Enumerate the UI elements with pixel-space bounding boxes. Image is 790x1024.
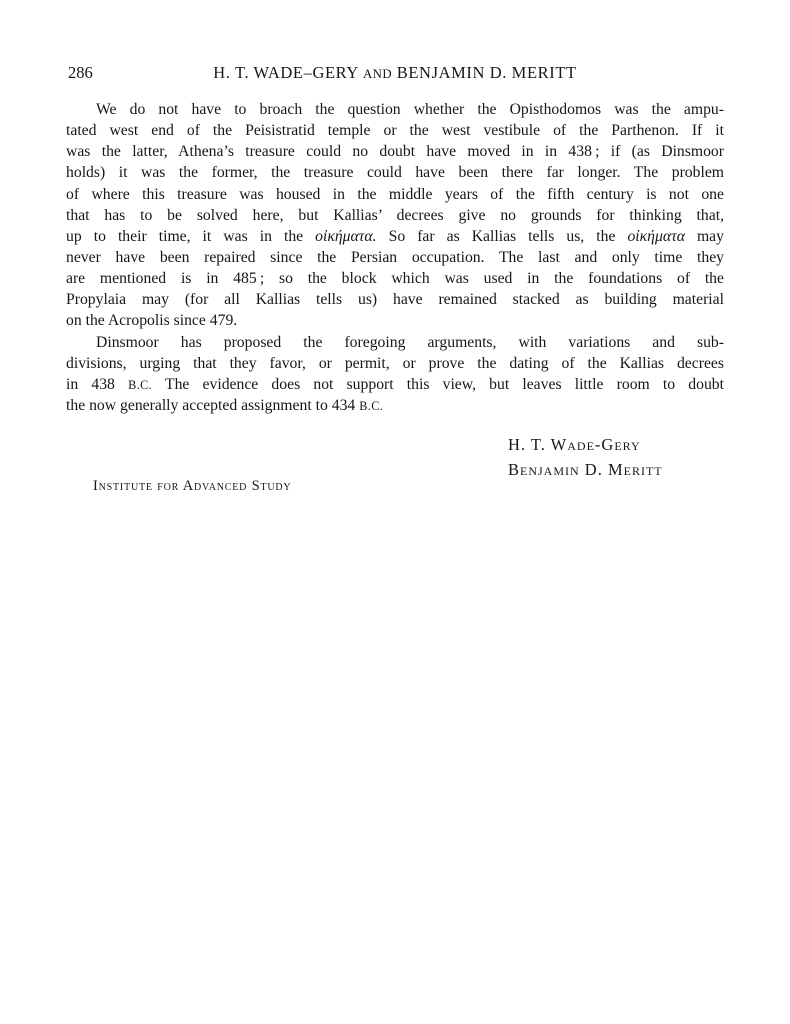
author-name: Benjamin D. Meritt xyxy=(508,460,663,479)
small-caps-text: B.C. xyxy=(128,377,153,392)
text-line xyxy=(66,353,724,374)
text-segment: H. T. WADE–GERY xyxy=(213,63,363,82)
text-segment: never have been repaired since the Persian occupation. The last and only time they xyxy=(66,248,724,266)
text-segment: divisions, urging that they favor, or permit, or prove the dating of the Kallias decrees xyxy=(66,354,724,372)
text-segment: So far as Kallias tells us, the xyxy=(376,227,628,245)
text-segment: We do not have to broach the question whether the Opisthodomos was the ampu- xyxy=(96,101,724,118)
text-line xyxy=(66,374,724,395)
text-line xyxy=(66,184,724,205)
text-segment: The evidence does not support this view, but leaves little room to doubt xyxy=(152,375,724,393)
greek-term: οἰκήματα xyxy=(627,227,685,245)
text-segment: was the latter, Athena’s treasure could no doubt have moved in in 438 ; if (as Dinsmoor xyxy=(66,143,724,161)
paragraph xyxy=(66,99,724,332)
text-segment: in 438 xyxy=(66,375,129,393)
small-caps-text: AND xyxy=(362,67,393,81)
text-line xyxy=(66,205,724,226)
text-segment: are mentioned is in 485 ; so the block which was used in the foundations of the xyxy=(66,270,724,288)
text-segment: holds) it was the former, the treasure could have been there far longer. The problem xyxy=(66,164,724,182)
text-line xyxy=(66,310,724,331)
text-segment: tated west end of the Peisistratid temple or the west vestibule of the Parthenon. If it xyxy=(66,122,724,140)
text-segment: on the Acropolis since 479. xyxy=(66,312,238,330)
small-caps-text: B.C. xyxy=(359,398,384,413)
text-line xyxy=(66,141,724,162)
text-line xyxy=(66,332,724,353)
running-title xyxy=(66,63,724,84)
text-segment: Dinsmoor has proposed the foregoing arguments, with variations and sub- xyxy=(96,333,724,351)
page-number: 286 xyxy=(68,63,93,82)
text-line xyxy=(66,226,724,247)
article-body xyxy=(66,99,724,416)
text-segment: up to their time, it was in the xyxy=(66,227,316,245)
text-segment: may xyxy=(684,227,724,245)
author-affiliation: Institute for Advanced Study xyxy=(93,478,292,494)
greek-term: οἰκήματα. xyxy=(315,227,377,245)
text-segment: of where this treasure was housed in the middle years of the fifth century is not one xyxy=(66,185,724,203)
text-segment: BENJAMIN D. MERITT xyxy=(392,63,577,82)
author-signatures xyxy=(508,432,663,482)
text-line xyxy=(66,247,724,268)
text-line xyxy=(66,268,724,289)
paragraph xyxy=(66,332,724,417)
text-line xyxy=(66,395,724,416)
text-segment: the now generally accepted assignment to 434 xyxy=(66,396,360,414)
author-name: H. T. Wade-Gery xyxy=(508,435,641,454)
page-header xyxy=(66,63,724,84)
text-line xyxy=(66,289,724,310)
text-segment: Propylaia may (for all Kallias tells us) have remained stacked as building material xyxy=(66,291,724,309)
text-line xyxy=(66,162,724,183)
text-line xyxy=(66,99,724,120)
text-segment: that has to be solved here, but Kallias’ decrees give no grounds for thinking that, xyxy=(66,206,724,224)
text-line xyxy=(66,120,724,141)
